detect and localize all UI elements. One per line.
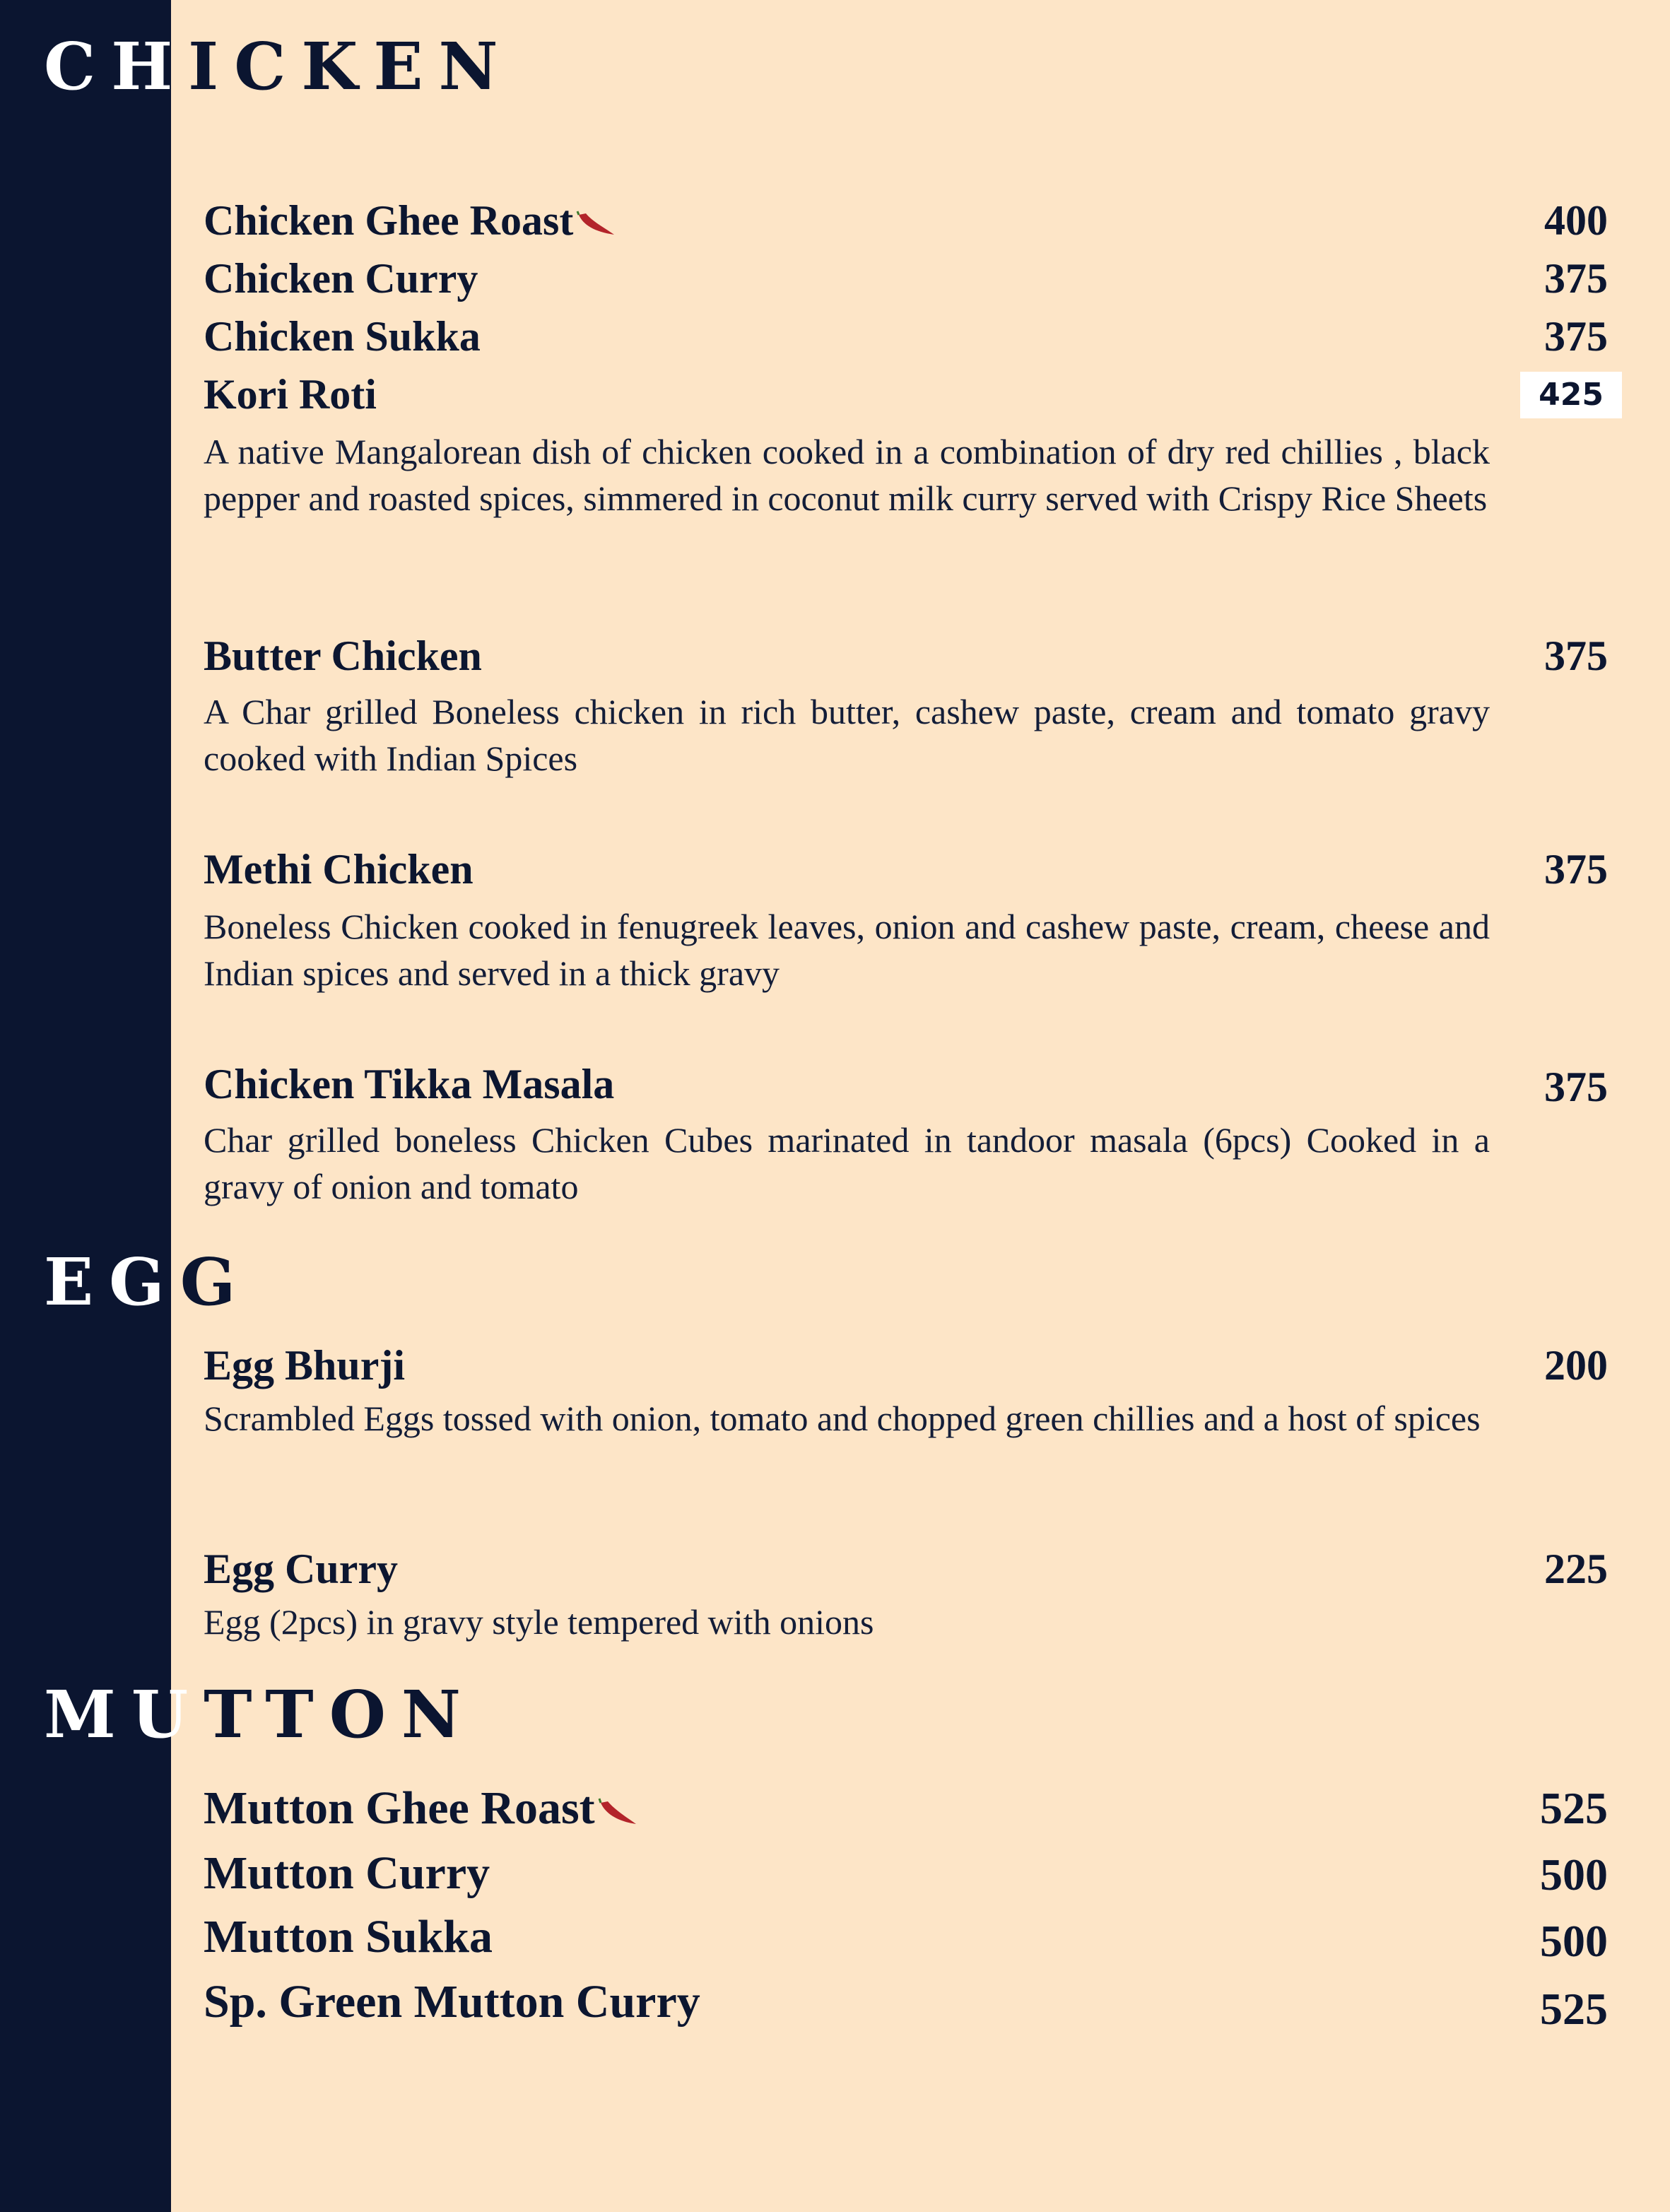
- price-chicken-sukka: 375: [1544, 313, 1608, 360]
- dish-kori-roti: Kori Roti: [204, 371, 377, 418]
- desc-egg-curry: Egg (2pcs) in gravy style tempered with onions: [204, 1602, 874, 1642]
- dish-chicken-tikka-masala: Chicken Tikka Masala: [204, 1061, 615, 1107]
- price-butter-chicken: 375: [1544, 633, 1608, 679]
- price-chicken-tikka-masala: 375: [1544, 1064, 1608, 1110]
- price-kori-roti: 425: [1520, 372, 1622, 418]
- dish-chicken-ghee-roast: Chicken Ghee Roast: [204, 198, 617, 243]
- dish-chicken-sukka: Chicken Sukka: [204, 313, 481, 360]
- dish-chicken-curry: Chicken Curry: [204, 255, 478, 302]
- dish-butter-chicken: Butter Chicken: [204, 633, 482, 679]
- dish-mutton-sukka: Mutton Sukka: [204, 1911, 493, 1963]
- price-methi-chicken: 375: [1544, 846, 1608, 893]
- dish-egg-bhurji: Egg Bhurji: [204, 1342, 406, 1389]
- price-chicken-ghee-roast: 400: [1544, 197, 1608, 244]
- price-mutton-sukka: 500: [1540, 1916, 1608, 1966]
- price-sp-green-mutton-curry: 525: [1540, 1984, 1608, 2034]
- price-egg-bhurji: 200: [1544, 1342, 1608, 1389]
- dish-methi-chicken: Methi Chicken: [204, 846, 474, 893]
- chilli-icon: [598, 1797, 639, 1828]
- dish-egg-curry: Egg Curry: [204, 1546, 398, 1592]
- desc-butter-chicken: A Char grilled Boneless chicken in rich butter, cashew paste, cream and tomato gravy cooked with Indian Spices: [204, 692, 1490, 778]
- price-egg-curry: 225: [1544, 1546, 1608, 1592]
- dish-mutton-ghee-roast: Mutton Ghee Roast: [204, 1784, 639, 1833]
- chilli-icon: [576, 211, 617, 239]
- price-chicken-curry: 375: [1544, 255, 1608, 302]
- desc-egg-bhurji: Scrambled Eggs tossed with onion, tomato and chopped green chillies and a host of spices: [204, 1399, 1481, 1438]
- price-mutton-ghee-roast: 525: [1540, 1783, 1608, 1833]
- price-mutton-curry: 500: [1540, 1849, 1608, 1900]
- dish-mutton-curry: Mutton Curry: [204, 1847, 490, 1899]
- section-title-chicken: CHICKEN: [44, 28, 514, 105]
- desc-chicken-tikka-masala: Char grilled boneless Chicken Cubes marinated in tandoor masala (6pcs) Cooked in a gravy of onion and tomato: [204, 1120, 1490, 1206]
- dish-sp-green-mutton-curry: Sp. Green Mutton Curry: [204, 1976, 700, 2028]
- desc-methi-chicken: Boneless Chicken cooked in fenugreek leaves, onion and cashew paste, cream, cheese and Indian spices and served in a thick gravy: [204, 907, 1490, 993]
- section-title-mutton: MUTTON: [44, 1676, 476, 1753]
- section-title-egg: EGG: [44, 1244, 252, 1320]
- desc-kori-roti: A native Mangalorean dish of chicken cooked in a combination of dry red chillies , black pepper and roasted spices, simmered in coconut milk curry served with Crispy Rice Sheets: [204, 432, 1490, 518]
- left-color-band: [0, 0, 171, 2212]
